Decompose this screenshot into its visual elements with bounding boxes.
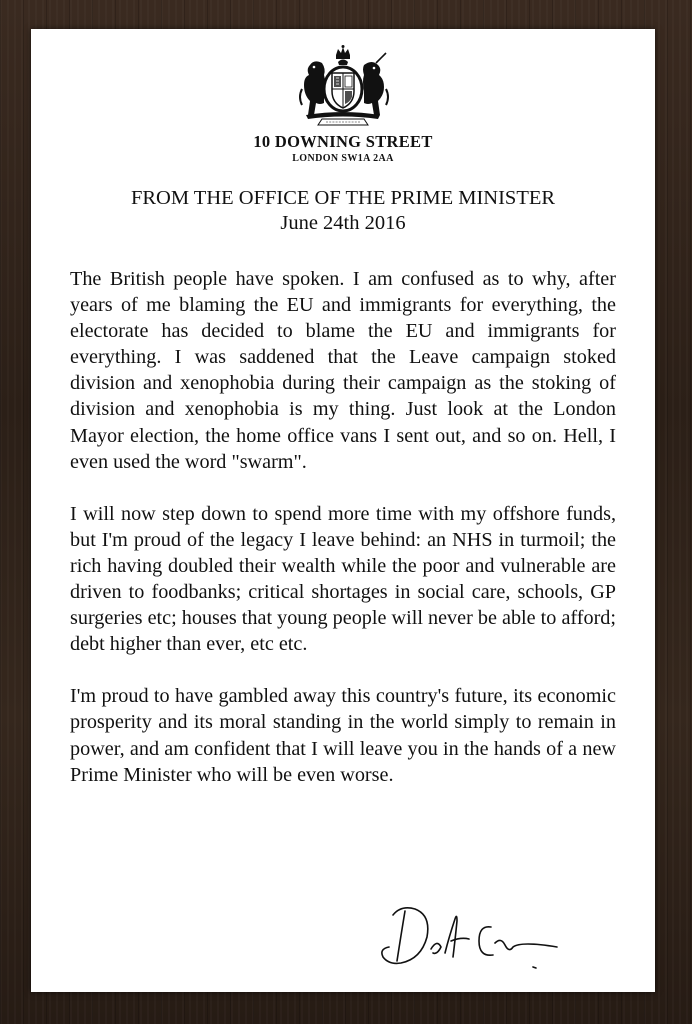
body-paragraph: The British people have spoken. I am confused as to why, after years of me blaming the EU and immigrants for everything, the electorate has decided to blame the EU and immigrants for everything. I was saddened that the Leave campaign stoked division and xenophobia during their campaign as the stoking of division and xenophobia is my thing. Just look at the London Mayor election, the home office vans I sent out, and so on. Hell, I even used the word "swarm". bbox=[70, 268, 616, 473]
office-heading: FROM THE OFFICE OF THE PRIME MINISTER bbox=[130, 187, 556, 209]
body-paragraph: I'm proud to have gambled away this country's future, its economic prosperity and its moral standing in the world simply to remain in power, and am confident that I will leave you in the hands of a new Prime Minister who will be even worse. bbox=[70, 685, 616, 786]
letter-paper bbox=[31, 29, 655, 992]
body-paragraph: I will now step down to spend more time with my offshore funds, but I'm proud of the legacy I leave behind: an NHS in turmoil; the rich having doubled their wealth while the poor and vulnerable are driven to foodbanks; critical shortages in social care, schools, GP surgeries etc; houses that young people will never be able to afford; debt higher than ever, etc etc. bbox=[70, 502, 616, 656]
letter-date: June 24th 2016 bbox=[280, 212, 406, 234]
royal-coat-of-arms-icon bbox=[292, 45, 394, 127]
letter-body bbox=[70, 266, 616, 814]
handwritten-signature-icon bbox=[371, 897, 561, 977]
address-street: 10 DOWNING STREET bbox=[253, 132, 433, 151]
address-city: LONDON SW1A 2AA bbox=[292, 153, 394, 164]
